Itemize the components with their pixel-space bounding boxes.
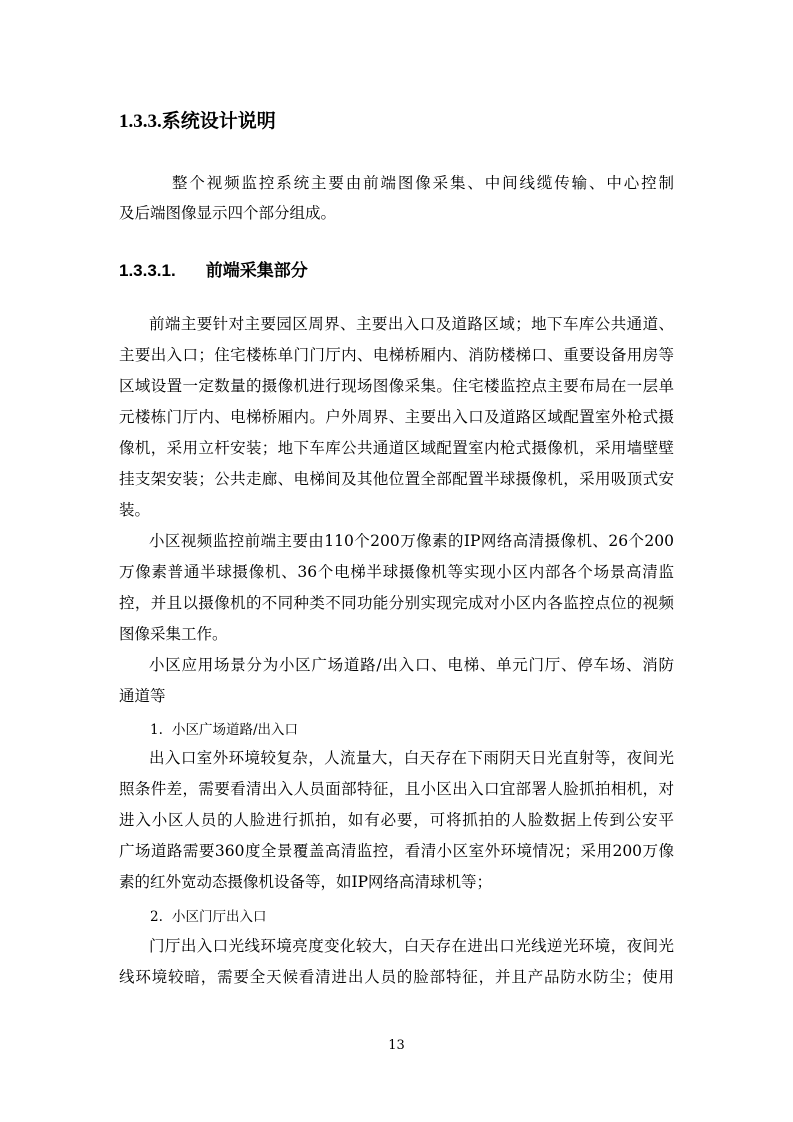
para-line: 通道等 <box>119 687 166 705</box>
subsection-heading <box>119 256 308 281</box>
para-line: 照条件差，需要看清出入人员面部特征，且小区出入口宜部署人脸抓拍相机，对 <box>119 780 674 798</box>
subsection-number: 1.3.3.1. <box>119 261 176 280</box>
intro-line: 及后端图像显示四个部分组成。 <box>119 204 337 222</box>
para-line: 图像采集工作。 <box>119 625 228 643</box>
section-heading: 1.3.3.系统设计说明 <box>119 111 276 132</box>
para-line: 区域设置一定数量的摄像机进行现场图像采集。住宅楼监控点主要布局在一层单 <box>119 377 674 395</box>
para-line: 像机，采用立杆安装；地下车库公共通道区域配置室内枪式摄像机，采用墙壁壁 <box>119 439 674 457</box>
para-line: 元楼栋门厅内、电梯桥厢内。户外周界、主要出入口及道路区域配置室外枪式摄 <box>119 408 674 426</box>
para-line: 万像素普通半球摄像机、36个电梯半球摄像机等实现小区内部各个场景高清监 <box>119 563 674 581</box>
list-number: 2. <box>150 909 163 925</box>
para-line: 挂支架安装；公共走廊、电梯间及其他位置全部配置半球摄像机，采用吸顶式安 <box>119 470 674 488</box>
para-line: 进入小区人员的人脸进行抓拍，如有必要，可将抓拍的人脸数据上传到公安平 <box>119 811 674 829</box>
intro-line: 整个视频监控系统主要由前端图像采集、中间线缆传输、中心控制 <box>172 174 674 192</box>
para-line: 素的红外宽动态摄像机设备等，如IP网络高清球机等； <box>119 873 493 891</box>
list-item <box>150 905 267 925</box>
list-label: 小区广场道路/出入口 <box>172 722 299 738</box>
subsection-title: 前端采集部分 <box>205 261 308 280</box>
list-item <box>150 718 298 738</box>
para-line: 主要出入口；住宅楼栋单门门厅内、电梯桥厢内、消防楼梯口、重要设备用房等 <box>119 346 674 364</box>
para-line: 出入口室外环境较复杂，人流量大，白天存在下雨阴天日光直射等，夜间光 <box>149 749 674 767</box>
para-line: 小区应用场景分为小区广场道路/出入口、电梯、单元门厅、停车场、消防 <box>149 656 674 674</box>
para-line: 门厅出入口光线环境亮度变化较大，白天存在进出口光线逆光环境，夜间光 <box>149 937 674 955</box>
para-line: 控，并且以摄像机的不同种类不同功能分别实现完成对小区内各监控点位的视频 <box>119 594 674 612</box>
para-line: 广场道路需要360度全景覆盖高清监控，看清小区室外环境情况；采用200万像 <box>119 842 674 860</box>
list-number: 1. <box>150 722 163 738</box>
para-line: 线环境较暗，需要全天候看清进出人员的脸部特征，并且产品防水防尘；使用 <box>119 968 674 986</box>
page-number: 13 <box>388 1038 405 1053</box>
list-label: 小区门厅出入口 <box>172 909 267 925</box>
para-line: 装。 <box>119 501 151 519</box>
para-line: 前端主要针对主要园区周界、主要出入口及道路区域；地下车库公共通道、 <box>149 315 674 333</box>
para-line: 小区视频监控前端主要由110个200万像素的IP网络高清摄像机、26个200 <box>149 532 674 550</box>
